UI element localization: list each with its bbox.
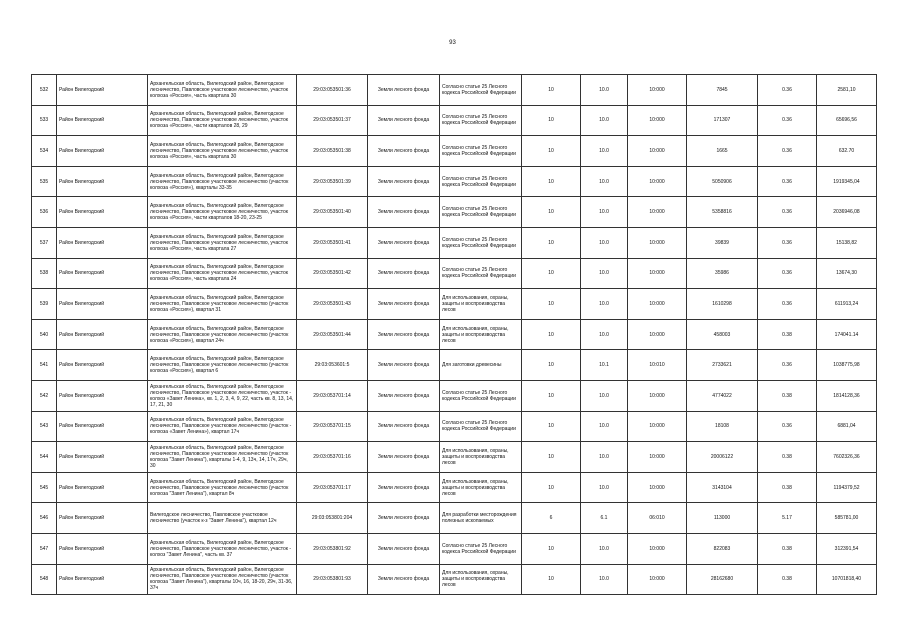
cadastral-value-cell: 632.70 bbox=[817, 136, 877, 167]
code-subgroup-cell: 10.0 bbox=[581, 289, 628, 320]
cadastral-value-cell: 6881,04 bbox=[817, 411, 877, 442]
cadastral-value-cell: 1038775,98 bbox=[817, 350, 877, 381]
cadastral-number-cell: 29:03:053501:42 bbox=[297, 258, 368, 289]
cadastral-number-cell: 29:03:053501:39 bbox=[297, 166, 368, 197]
cadastral-number-cell: 29:03:053501:37 bbox=[297, 105, 368, 136]
row-number: 539 bbox=[32, 289, 57, 320]
area-cell: 39839 bbox=[687, 227, 758, 258]
table-row bbox=[32, 564, 877, 595]
usage-basis-cell: Согласно статье 25 Лесного кодекса Российской Федерации bbox=[440, 258, 522, 289]
code-group-cell: 10 bbox=[522, 166, 581, 197]
code-group-cell: 10 bbox=[522, 380, 581, 411]
row-number: 537 bbox=[32, 227, 57, 258]
usage-basis-cell: Согласно статье 25 Лесного кодекса Российской Федерации bbox=[440, 136, 522, 167]
code-subgroup-cell: 10.0 bbox=[581, 136, 628, 167]
land-category-cell: Земли лесного фонда bbox=[368, 503, 440, 534]
rate-cell: 0.38 bbox=[758, 442, 817, 473]
row-number: 542 bbox=[32, 380, 57, 411]
location-cell: Архангельская область, Вилегодский район, Вилегодское лесничество, Павловское участковое лесничество, участок - колхоз "Завет Ленина", часть кв. 37 bbox=[148, 533, 297, 564]
page-number: 93 bbox=[449, 40, 456, 46]
land-category-cell: Земли лесного фонда bbox=[368, 442, 440, 473]
cadastral-number-cell: 29:03:053801:93 bbox=[297, 564, 368, 595]
code-cell: 10:000 bbox=[628, 319, 687, 350]
location-cell: Архангельская область, Вилегодский район, Вилегодское лесничество, Павловское участковое лесничество, участок колхоза «Россия», часть квартала 30 bbox=[148, 136, 297, 167]
code-subgroup-cell: 10.0 bbox=[581, 411, 628, 442]
code-subgroup-cell: 10.0 bbox=[581, 105, 628, 136]
rate-cell: 0.36 bbox=[758, 350, 817, 381]
rate-cell: 0.36 bbox=[758, 136, 817, 167]
cadastral-value-cell: 312391,54 bbox=[817, 533, 877, 564]
cadastral-value-cell: 7602326,36 bbox=[817, 442, 877, 473]
table-row bbox=[32, 197, 877, 228]
table-row bbox=[32, 503, 877, 534]
code-group-cell: 10 bbox=[522, 319, 581, 350]
cadastral-value-cell: 1194379,52 bbox=[817, 472, 877, 503]
cadastral-number-cell: 29:03:053701:14 bbox=[297, 380, 368, 411]
location-cell: Архангельская область, Вилегодский район, Вилегодское лесничество, Павловское участковое лесничество (участок колхоза «Россия»), квартал 24ч bbox=[148, 319, 297, 350]
row-number: 532 bbox=[32, 75, 57, 106]
cadastral-number-cell: 29:03:053701:17 bbox=[297, 472, 368, 503]
location-cell: Архангельская область, Вилегодский район, Вилегодское лесничество, Павловское участковое лесничество (участок колхоза «Россия»), кварталы 33-35 bbox=[148, 166, 297, 197]
table-row bbox=[32, 442, 877, 473]
code-cell: 10:000 bbox=[628, 105, 687, 136]
code-group-cell: 10 bbox=[522, 533, 581, 564]
row-number: 548 bbox=[32, 564, 57, 595]
code-group-cell: 10 bbox=[522, 227, 581, 258]
rate-cell: 0.38 bbox=[758, 564, 817, 595]
rate-cell: 0.38 bbox=[758, 319, 817, 350]
area-cell: 3143104 bbox=[687, 472, 758, 503]
table-row bbox=[32, 105, 877, 136]
usage-basis-cell: Согласно статье 25 Лесного кодекса Российской Федерации bbox=[440, 75, 522, 106]
location-cell: Архангельская область, Вилегодский район, Вилегодское лесничество, Павловское участковое лесничество (участок - колхоза «Завет Ленина»), квартал 17ч bbox=[148, 411, 297, 442]
cadastral-value-cell: 10701818,40 bbox=[817, 564, 877, 595]
location-cell: Архангельская область, Вилегодский район, Вилегодское лесничество, Павловское участковое лесничество, участок колхоза «Россия», часть квартала 30 bbox=[148, 75, 297, 106]
code-subgroup-cell: 10.0 bbox=[581, 227, 628, 258]
location-cell: Архангельская область, Вилегодский район, Вилегодское лесничество, Павловское участковое лесничество, участок колхоза «Россия», части кварталов 18-20, 23-25 bbox=[148, 197, 297, 228]
district-cell: Район Вилегодский bbox=[57, 411, 148, 442]
code-group-cell: 10 bbox=[522, 350, 581, 381]
location-cell: Архангельская область, Вилегодский район, Вилегодское лесничество, Павловское участковое лесничество, участок колхоза «Россия», часть квартала 27 bbox=[148, 227, 297, 258]
code-cell: 10:000 bbox=[628, 197, 687, 228]
district-cell: Район Вилегодский bbox=[57, 380, 148, 411]
location-cell: Архангельская область, Вилегодский район, Вилегодское лесничество, Павловское участковое лесничество, участок колхоза «Россия», части кварталов 28, 29 bbox=[148, 105, 297, 136]
code-cell: 10:000 bbox=[628, 75, 687, 106]
table-row bbox=[32, 289, 877, 320]
table-row bbox=[32, 472, 877, 503]
code-subgroup-cell: 10.1 bbox=[581, 350, 628, 381]
row-number: 540 bbox=[32, 319, 57, 350]
cadastral-number-cell: 29:03:053501:43 bbox=[297, 289, 368, 320]
cadastral-number-cell: 29:03:053601:5 bbox=[297, 350, 368, 381]
table-row bbox=[32, 380, 877, 411]
table-row bbox=[32, 411, 877, 442]
cadastral-number-cell: 29:03:053501:40 bbox=[297, 197, 368, 228]
rate-cell: 0.36 bbox=[758, 197, 817, 228]
usage-basis-cell: Для использования, охраны, защиты и воспроизводства лесов bbox=[440, 442, 522, 473]
usage-basis-cell: Для разработки месторождения полезных ископаемых bbox=[440, 503, 522, 534]
row-number: 546 bbox=[32, 503, 57, 534]
table-row bbox=[32, 350, 877, 381]
location-cell: Архангельская область, Вилегодский район, Вилегодское лесничество, Павловское участковое лесничество (участок колхоза "Завет Ленина"), квартал 8ч bbox=[148, 472, 297, 503]
rate-cell: 0.36 bbox=[758, 166, 817, 197]
land-category-cell: Земли лесного фонда bbox=[368, 319, 440, 350]
row-number: 536 bbox=[32, 197, 57, 228]
code-subgroup-cell: 10.0 bbox=[581, 472, 628, 503]
location-cell: Архангельская область, Вилегодский район, Вилегодское лесничество, Павловское участковое лесничество (участок колхоза "Завет Ленина"), кварталы 1-4, 9, 13ч, 14, 17ч, 29ч, 30 bbox=[148, 442, 297, 473]
area-cell: 171307 bbox=[687, 105, 758, 136]
district-cell: Район Вилегодский bbox=[57, 105, 148, 136]
code-subgroup-cell: 6.1 bbox=[581, 503, 628, 534]
code-subgroup-cell: 10.0 bbox=[581, 564, 628, 595]
area-cell: 822083 bbox=[687, 533, 758, 564]
cadastral-number-cell: 29:03:053501:36 bbox=[297, 75, 368, 106]
rate-cell: 0.38 bbox=[758, 380, 817, 411]
location-cell: Архангельская область, Вилегодский район, Вилегодское лесничество, Павловское участковое лесничество (участок колхоза «Россия»), квартал 31 bbox=[148, 289, 297, 320]
table-row bbox=[32, 258, 877, 289]
land-category-cell: Земли лесного фонда bbox=[368, 472, 440, 503]
location-cell: Вилегодское лесничество, Павловское участковое лесничество (участок к-з "Завет Ленина"), квартал 12ч bbox=[148, 503, 297, 534]
rate-cell: 0.36 bbox=[758, 411, 817, 442]
rate-cell: 0.36 bbox=[758, 75, 817, 106]
land-category-cell: Земли лесного фонда bbox=[368, 227, 440, 258]
code-cell: 10:000 bbox=[628, 411, 687, 442]
area-cell: 4774022 bbox=[687, 380, 758, 411]
code-group-cell: 10 bbox=[522, 197, 581, 228]
cadastral-value-cell: 2036946,08 bbox=[817, 197, 877, 228]
code-cell: 10:000 bbox=[628, 472, 687, 503]
land-category-cell: Земли лесного фонда bbox=[368, 380, 440, 411]
usage-basis-cell: Для использования, охраны, защиты и воспроизводства лесов bbox=[440, 319, 522, 350]
area-cell: 35986 bbox=[687, 258, 758, 289]
code-cell: 10:000 bbox=[628, 258, 687, 289]
district-cell: Район Вилегодский bbox=[57, 319, 148, 350]
cadastral-number-cell: 29:03:053701:15 bbox=[297, 411, 368, 442]
land-category-cell: Земли лесного фонда bbox=[368, 289, 440, 320]
code-group-cell: 10 bbox=[522, 136, 581, 167]
cadastral-value-cell: 174041.14 bbox=[817, 319, 877, 350]
cadastral-value-cell: 611913,24 bbox=[817, 289, 877, 320]
code-cell: 10:000 bbox=[628, 442, 687, 473]
district-cell: Район Вилегодский bbox=[57, 533, 148, 564]
district-cell: Район Вилегодский bbox=[57, 350, 148, 381]
cadastral-number-cell: 29:03:053501:38 bbox=[297, 136, 368, 167]
cadastral-value-cell: 2581,10 bbox=[817, 75, 877, 106]
usage-basis-cell: Согласно статье 25 Лесного кодекса Российской Федерации bbox=[440, 533, 522, 564]
area-cell: 5358816 bbox=[687, 197, 758, 228]
cadastral-number-cell: 29:03:053701:16 bbox=[297, 442, 368, 473]
usage-basis-cell: Для использования, охраны, защиты и воспроизводства лесов bbox=[440, 289, 522, 320]
area-cell: 5050906 bbox=[687, 166, 758, 197]
cadastral-number-cell: 29:03:053801:92 bbox=[297, 533, 368, 564]
code-cell: 10:000 bbox=[628, 289, 687, 320]
table-row bbox=[32, 533, 877, 564]
code-group-cell: 10 bbox=[522, 289, 581, 320]
district-cell: Район Вилегодский bbox=[57, 503, 148, 534]
district-cell: Район Вилегодский bbox=[57, 289, 148, 320]
cadastral-value-cell: 15138,82 bbox=[817, 227, 877, 258]
cadastral-number-cell: 29:03:053801:204 bbox=[297, 503, 368, 534]
table-row bbox=[32, 75, 877, 106]
row-number: 541 bbox=[32, 350, 57, 381]
area-cell: 113000 bbox=[687, 503, 758, 534]
code-subgroup-cell: 10.0 bbox=[581, 533, 628, 564]
district-cell: Район Вилегодский bbox=[57, 197, 148, 228]
row-number: 533 bbox=[32, 105, 57, 136]
cadastral-value-cell: 65696,56 bbox=[817, 105, 877, 136]
land-category-cell: Земли лесного фонда bbox=[368, 105, 440, 136]
usage-basis-cell: Согласно статье 25 Лесного кодекса Российской Федерации bbox=[440, 380, 522, 411]
usage-basis-cell: Для использования, охраны, защиты и воспроизводства лесов bbox=[440, 472, 522, 503]
row-number: 544 bbox=[32, 442, 57, 473]
usage-basis-cell: Для заготовки древесины bbox=[440, 350, 522, 381]
area-cell: 2733621 bbox=[687, 350, 758, 381]
area-cell: 28162680 bbox=[687, 564, 758, 595]
code-subgroup-cell: 10.0 bbox=[581, 258, 628, 289]
cadastral-number-cell: 29:03:053501:41 bbox=[297, 227, 368, 258]
usage-basis-cell: Согласно статье 25 Лесного кодекса Российской Федерации bbox=[440, 197, 522, 228]
district-cell: Район Вилегодский bbox=[57, 258, 148, 289]
code-cell: 10:000 bbox=[628, 533, 687, 564]
code-cell: 10:000 bbox=[628, 166, 687, 197]
location-cell: Архангельская область, Вилегодский район, Вилегодское лесничество, Павловское участковое лесничество (участок колхоза «Россия»), квартал 6 bbox=[148, 350, 297, 381]
usage-basis-cell: Согласно статье 25 Лесного кодекса Российской Федерации bbox=[440, 166, 522, 197]
code-subgroup-cell: 10.0 bbox=[581, 166, 628, 197]
district-cell: Район Вилегодский bbox=[57, 227, 148, 258]
cadastral-value-cell: 1814128,36 bbox=[817, 380, 877, 411]
usage-basis-cell: Согласно статье 25 Лесного кодекса Российской Федерации bbox=[440, 411, 522, 442]
usage-basis-cell: Для использования, охраны, защиты и воспроизводства лесов bbox=[440, 564, 522, 595]
code-subgroup-cell: 10.0 bbox=[581, 197, 628, 228]
district-cell: Район Вилегодский bbox=[57, 75, 148, 106]
rate-cell: 0.36 bbox=[758, 227, 817, 258]
rate-cell: 0.38 bbox=[758, 472, 817, 503]
code-cell: 10:000 bbox=[628, 227, 687, 258]
code-cell: 10:000 bbox=[628, 380, 687, 411]
code-cell: 10:000 bbox=[628, 136, 687, 167]
land-category-cell: Земли лесного фонда bbox=[368, 350, 440, 381]
district-cell: Район Вилегодский bbox=[57, 442, 148, 473]
code-group-cell: 10 bbox=[522, 442, 581, 473]
rate-cell: 5.17 bbox=[758, 503, 817, 534]
row-number: 538 bbox=[32, 258, 57, 289]
area-cell: 458003 bbox=[687, 319, 758, 350]
land-category-cell: Земли лесного фонда bbox=[368, 258, 440, 289]
table-row bbox=[32, 136, 877, 167]
land-category-cell: Земли лесного фонда bbox=[368, 533, 440, 564]
rate-cell: 0.38 bbox=[758, 533, 817, 564]
land-category-cell: Земли лесного фонда bbox=[368, 75, 440, 106]
land-category-cell: Земли лесного фонда bbox=[368, 166, 440, 197]
cadastral-value-cell: 13674,30 bbox=[817, 258, 877, 289]
usage-basis-cell: Согласно статье 25 Лесного кодекса Российской Федерации bbox=[440, 227, 522, 258]
row-number: 535 bbox=[32, 166, 57, 197]
code-subgroup-cell: 10.0 bbox=[581, 75, 628, 106]
code-group-cell: 10 bbox=[522, 472, 581, 503]
code-group-cell: 10 bbox=[522, 411, 581, 442]
code-group-cell: 6 bbox=[522, 503, 581, 534]
code-cell: 10:010 bbox=[628, 350, 687, 381]
district-cell: Район Вилегодский bbox=[57, 136, 148, 167]
table-row bbox=[32, 227, 877, 258]
code-cell: 06:010 bbox=[628, 503, 687, 534]
district-cell: Район Вилегодский bbox=[57, 564, 148, 595]
district-cell: Район Вилегодский bbox=[57, 472, 148, 503]
cadastral-number-cell: 29:03:053501:44 bbox=[297, 319, 368, 350]
area-cell: 20006122 bbox=[687, 442, 758, 473]
area-cell: 1665 bbox=[687, 136, 758, 167]
land-category-cell: Земли лесного фонда bbox=[368, 136, 440, 167]
land-category-cell: Земли лесного фонда bbox=[368, 411, 440, 442]
code-group-cell: 10 bbox=[522, 258, 581, 289]
code-group-cell: 10 bbox=[522, 75, 581, 106]
usage-basis-cell: Согласно статье 25 Лесного кодекса Российской Федерации bbox=[440, 105, 522, 136]
land-category-cell: Земли лесного фонда bbox=[368, 564, 440, 595]
rate-cell: 0.36 bbox=[758, 258, 817, 289]
row-number: 545 bbox=[32, 472, 57, 503]
district-cell: Район Вилегодский bbox=[57, 166, 148, 197]
code-subgroup-cell: 10.0 bbox=[581, 380, 628, 411]
cadastral-value-cell: 585781,00 bbox=[817, 503, 877, 534]
area-cell: 18108 bbox=[687, 411, 758, 442]
code-subgroup-cell: 10.0 bbox=[581, 442, 628, 473]
code-group-cell: 10 bbox=[522, 105, 581, 136]
rate-cell: 0.36 bbox=[758, 289, 817, 320]
row-number: 547 bbox=[32, 533, 57, 564]
area-cell: 1610298 bbox=[687, 289, 758, 320]
location-cell: Архангельская область, Вилегодский район, Вилегодское лесничество, Павловское участковое лесничество, участок - колхоз «Завет Ленина», кв. 1, 2, 3, 4, 9, 22, часть кв. 8, 13, 14, 17, 21, 30 bbox=[148, 380, 297, 411]
row-number: 534 bbox=[32, 136, 57, 167]
table-row bbox=[32, 166, 877, 197]
location-cell: Архангельская область, Вилегодский район, Вилегодское лесничество, Павловское участковое лесничество, участок колхоза «Россия», часть квартала 24 bbox=[148, 258, 297, 289]
rate-cell: 0.36 bbox=[758, 105, 817, 136]
location-cell: Архангельская область, Вилегодский район, Вилегодское лесничество, Павловское участковое лесничество (участок колхоза "Завет Ленина"), кварталы 10ч, 16, 18-20, 29ч, 31-36, 37ч bbox=[148, 564, 297, 595]
land-register-table bbox=[31, 74, 877, 595]
row-number: 543 bbox=[32, 411, 57, 442]
cadastral-value-cell: 1919345,04 bbox=[817, 166, 877, 197]
table-row bbox=[32, 319, 877, 350]
code-cell: 10:000 bbox=[628, 564, 687, 595]
area-cell: 7845 bbox=[687, 75, 758, 106]
code-subgroup-cell: 10.0 bbox=[581, 319, 628, 350]
code-group-cell: 10 bbox=[522, 564, 581, 595]
land-category-cell: Земли лесного фонда bbox=[368, 197, 440, 228]
